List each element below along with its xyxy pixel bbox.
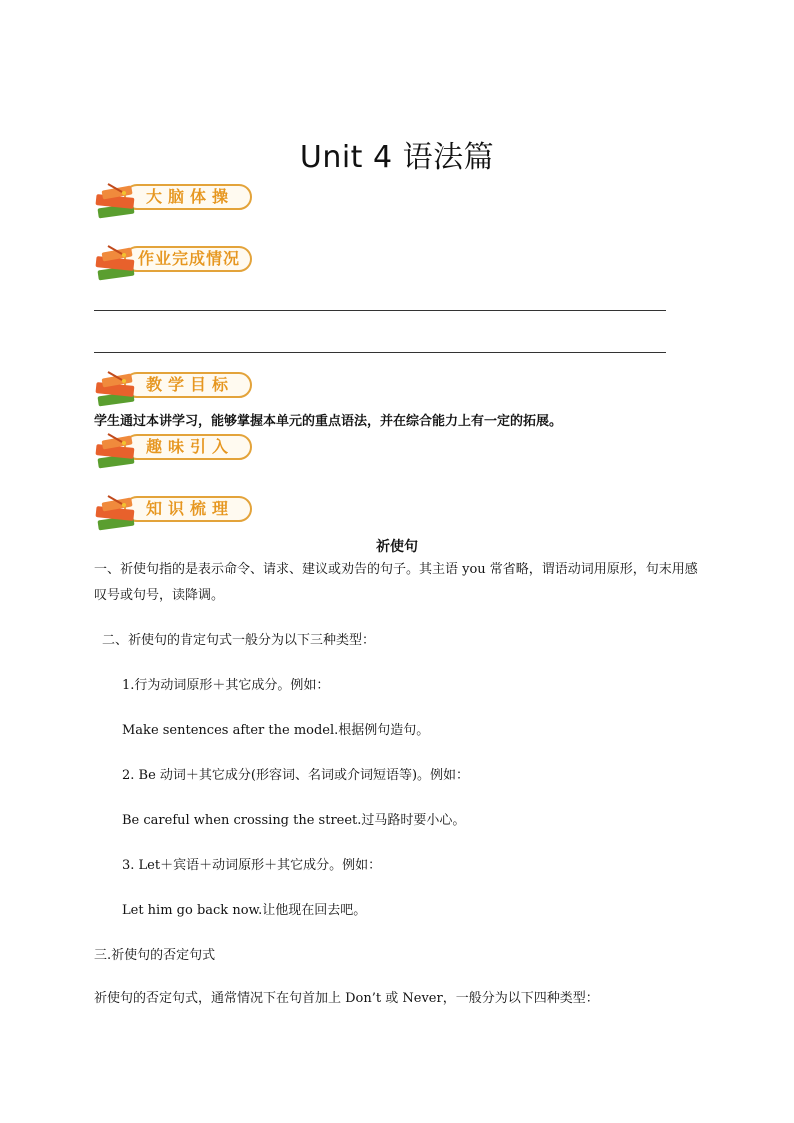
- answer-line: [94, 352, 666, 353]
- paragraph: 1.行为动词原形＋其它成分。例如：: [122, 678, 330, 693]
- section-badge-homework: [94, 244, 259, 286]
- badge-label: 知识梳理: [124, 496, 252, 522]
- paragraph: 3. Let＋宾语＋动词原形＋其它成分。例如：: [122, 858, 382, 873]
- paragraph: 一、祈使句指的是表示命令、请求、建议或劝告的句子。其主语 you 常省略，谓语动词用原形，句末用感叹号或句号，读降调。: [94, 562, 698, 603]
- paragraph: Be careful when crossing the street.过马路时要小心。: [122, 813, 466, 828]
- books-icon: [94, 494, 142, 536]
- books-icon: [94, 432, 142, 474]
- badge-label: 作业完成情况: [124, 246, 252, 272]
- books-icon: [94, 370, 142, 412]
- section-badge-knowledge: [94, 494, 259, 536]
- books-icon: [94, 244, 142, 286]
- answer-line: [94, 310, 666, 311]
- page-title: Unit 4 语法篇: [299, 140, 495, 175]
- paragraph: 祈使句的否定句式，通常情况下在句首加上 Don’t 或 Never，一般分为以下四种类型：: [94, 991, 599, 1006]
- paragraph: Make sentences after the model.根据例句造句。: [122, 723, 430, 738]
- section-heading: 祈使句: [376, 539, 418, 555]
- paragraph: Let him go back now.让他现在回去吧。: [122, 903, 367, 918]
- badge-label: 大脑体操: [124, 184, 252, 210]
- section-badge-warmup: [94, 182, 259, 224]
- badge-label: 教学目标: [124, 372, 252, 398]
- paragraph: 二、祈使句的肯定句式一般分为以下三种类型：: [102, 633, 376, 648]
- section-badge-intro: [94, 432, 259, 474]
- badge-label: 趣味引入: [124, 434, 252, 460]
- paragraph: 三.祈使句的否定句式: [94, 948, 216, 963]
- teaching-goal-text: 学生通过本讲学习，能够掌握本单元的重点语法，并在综合能力上有一定的拓展。: [94, 414, 563, 429]
- section-badge-goals: [94, 370, 259, 412]
- paragraph: 2. Be 动词＋其它成分(形容词、名词或介词短语等)。例如：: [122, 768, 470, 783]
- books-icon: [94, 182, 142, 224]
